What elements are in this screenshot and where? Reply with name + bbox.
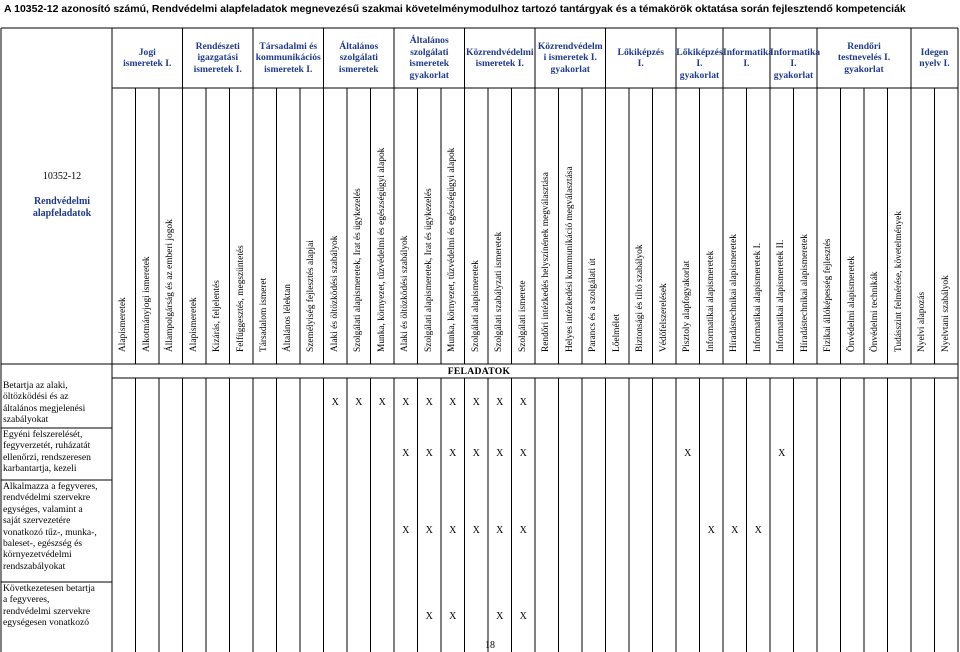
task-description [3, 429, 108, 475]
task-description-line: karbantartja, kezeli [3, 463, 77, 475]
subject-header [817, 41, 911, 76]
competency-mark: X [355, 397, 363, 408]
competency-mark: X [331, 397, 339, 408]
topic-header: Társadalom ismeret [259, 277, 270, 352]
competency-mark: X [402, 397, 410, 408]
task-description-line: saját szervezetére [3, 515, 71, 527]
competency-mark: X [754, 525, 762, 536]
subject-header [606, 47, 677, 70]
subject-header-line: gyakorlat [550, 63, 590, 75]
subject-header-line: Lőkiképzés [676, 46, 723, 58]
module-code: 10352-12 [42, 171, 82, 182]
subject-header [465, 47, 536, 70]
topic-header: Munka, környezet, tűzvédelmi és egészségügyi alapok [447, 147, 458, 352]
subject-header-line: kommunikációs [255, 52, 321, 64]
topic-header: Önvédelmi technikák [870, 271, 881, 352]
page-number: 18 [485, 640, 495, 651]
competency-mark: X [449, 397, 457, 408]
topic-header: Informatikai alapismeretek II. [776, 239, 787, 352]
task-description-line: baleset-, egészség és [3, 538, 83, 550]
competency-mark: X [519, 611, 527, 622]
topic-header: Személyiség fejlesztés alapjai [306, 240, 317, 352]
subject-header-line: szolgálati [410, 46, 449, 58]
competency-mark: X [472, 397, 480, 408]
subject-header-line: testnevelés I. [837, 52, 891, 64]
topic-header: Parancs és a szolgálati út [588, 258, 599, 352]
competency-mark: X [425, 397, 433, 408]
topic-header: Szolgálati alapismeretek, Irat és ügykezelés [423, 188, 434, 352]
topic-header: Nyelvtani szabályok [940, 275, 951, 352]
subject-header [183, 41, 254, 76]
subject-header-line: Általános [339, 40, 379, 52]
subject-header [911, 47, 958, 70]
task-description-line: Következetesen betartja [3, 583, 95, 594]
topic-header: Alkotmányjogi ismeretek [141, 256, 152, 352]
topic-header: Helyes intézkedési kommunikáció megválasztása [564, 166, 575, 352]
competency-mark: X [472, 448, 480, 459]
task-description-line: rendszabályokat [3, 560, 66, 572]
subject-header-line: Közrendvédelmi [465, 46, 534, 58]
subject-header-line: I. [743, 58, 750, 69]
subject-header [253, 41, 324, 76]
topic-header: Szolgálati ismerete [517, 280, 528, 352]
subject-header [723, 46, 774, 70]
subject-header [770, 46, 821, 82]
subject-header-line: ismeretek [338, 63, 379, 75]
module-name-line2: alapfeladatok [32, 208, 92, 219]
page-title: A 10352-12 azonosító számú, Rendvédelmi alapfeladatok megnevezésű szakmai követelménymodulhoz tartozó tantárgyak és a témakörök oktatása során fejlesztendő kompetenciák [4, 3, 906, 15]
competency-mark: X [496, 397, 504, 408]
topic-header: Pisztoly alapfogyakorlat [682, 260, 693, 352]
topic-header: Lőelmélet [611, 313, 622, 352]
competency-mark: X [402, 448, 410, 459]
topic-header: Rendőri intézkedés helyszínének megválasztása [541, 172, 552, 352]
task-description-line: rendvédelmi szervekre [3, 605, 91, 617]
subject-header-line: Jogi [138, 46, 156, 58]
topic-header: Alaki és öltözködési szabályok [400, 235, 411, 352]
competency-mark: X [731, 525, 739, 536]
topic-header: Szolgálati alapismeretek, Irat és ügykezelés [353, 188, 364, 352]
subject-header-line: Informatika [723, 46, 774, 58]
task-description-line: egységes, valamint a [3, 503, 83, 515]
topic-header: Híradástechnikai alapismeretek [729, 234, 740, 352]
competency-mark: X [707, 525, 715, 536]
competency-mark: X [684, 448, 692, 459]
task-description-line: vonatkozó tűz-, munka-, [3, 526, 97, 538]
subject-header-line: ismeretek I. [193, 63, 242, 75]
subject-header-line: Közrendvédelm [537, 40, 603, 52]
subject-header-line: ismeretek [409, 58, 450, 69]
competency-mark: X [449, 611, 457, 622]
topic-header: Alapismeretek [188, 297, 199, 352]
topic-header: Kizárás, feljelentés [212, 280, 223, 352]
subject-header [394, 35, 465, 81]
task-description-line: Alkalmazza a fegyveres, [3, 481, 98, 492]
subject-header-line: Informatika [770, 46, 821, 58]
subject-header [535, 41, 606, 76]
topic-header: Alapismeretek [118, 297, 129, 352]
competency-mark: X [496, 448, 504, 459]
topic-header: Fizikai állóképesség fejlesztés [823, 238, 834, 352]
subject-header [324, 41, 395, 76]
subject-header-line: I. gyakorlat [679, 58, 720, 81]
task-description-line: környezetvédelmi [3, 549, 72, 561]
topic-header: Híradástechnikai alapismeretek [799, 234, 810, 352]
subject-header-line: Társadalmi és [259, 40, 318, 52]
task-description-line: Betartja az alaki, [3, 380, 68, 391]
topic-header: Biztonsági és tiltó szabályok [635, 244, 646, 352]
task-description-line: a fegyveres, [3, 594, 50, 606]
task-description-line: egységesen vonatkozó [3, 617, 90, 629]
task-description-line: ellenőrzi, rendszeresen [3, 451, 91, 463]
subject-header-line: szolgálati [339, 52, 378, 64]
task-description-line: rendvédelmi szervekre [3, 492, 91, 504]
topic-header: Szolgálati alapismeretek [470, 260, 481, 352]
topic-header: Szolgálati szabályzati ismeretek [494, 231, 505, 352]
subject-header [112, 47, 183, 70]
competency-mark: X [496, 611, 504, 622]
competency-mark: X [402, 525, 410, 536]
subject-header-line: Általános [409, 35, 449, 46]
competency-mark: X [496, 525, 504, 536]
topic-header: Nyelvi alapozás [917, 291, 928, 352]
competency-mark: X [425, 611, 433, 622]
competency-mark: X [519, 525, 527, 536]
task-description-line: általános megjelenési [3, 402, 86, 414]
subject-header-line: Rendőri [847, 40, 881, 52]
subject-header-line: nyelv I. [919, 58, 950, 69]
subject-header-line: I. [637, 58, 644, 69]
task-description [3, 481, 108, 572]
topic-header: Munka, környezet, tűzvédelmi és egészségügyi alapok [376, 147, 387, 352]
topic-header: Felfüggesztés, megszüntetés [235, 245, 246, 352]
subject-header-line: Lőkiképzés [617, 46, 664, 58]
task-description-line: Egyéni felszerelését, [3, 429, 83, 440]
task-description-line: öltözködési és az [3, 391, 69, 403]
competency-mark: X [425, 525, 433, 536]
competency-mark: X [778, 448, 786, 459]
task-description-line: fegyverzetét, ruházatát [3, 440, 91, 452]
competency-mark: X [449, 525, 457, 536]
topic-header: Tudásszint felmérése, követelmények [893, 210, 904, 352]
competency-mark: X [449, 448, 457, 459]
topic-header: Alaki és öltözködési szabályok [329, 235, 340, 352]
task-description-line: szabályokat [3, 414, 49, 426]
task-description [3, 380, 108, 426]
subject-header-line: Idegen [920, 46, 949, 58]
subject-header-line: igazgatási [197, 52, 238, 64]
topic-header: Állampolgárság és az emberi jogok [165, 219, 176, 352]
competency-mark: X [519, 397, 527, 408]
subject-header-line: gyakorlat [844, 63, 884, 75]
competency-mark: X [425, 448, 433, 459]
topic-header: Általános lélektan [282, 284, 293, 352]
subject-header-line: ismeretek I. [123, 58, 172, 69]
topic-header: Önvédelmi alapismeretek [846, 255, 857, 352]
competency-mark: X [472, 525, 480, 536]
subject-header-line: i ismeretek I. [543, 52, 597, 64]
subject-header-line: Rendészeti [195, 40, 240, 52]
topic-header: Védőfelszerelések [658, 283, 669, 352]
subject-header-line: I. gyakorlat [773, 58, 814, 81]
section-label-feladatok: FELADATOK [447, 366, 511, 377]
subject-header-line: ismeretek I. [475, 58, 524, 69]
competency-mark: X [519, 448, 527, 459]
topic-header: Informatikai alapismeretek [705, 250, 716, 352]
subject-header-line: gyakorlat [409, 69, 449, 81]
competency-mark: X [378, 397, 386, 408]
topic-header: Informatikai alapismeretek I. [752, 242, 763, 352]
subject-header [676, 47, 723, 82]
module-name-line1: Rendvédelmi [33, 196, 91, 207]
task-description [3, 583, 108, 629]
subject-header-line: ismeretek I. [264, 63, 313, 75]
